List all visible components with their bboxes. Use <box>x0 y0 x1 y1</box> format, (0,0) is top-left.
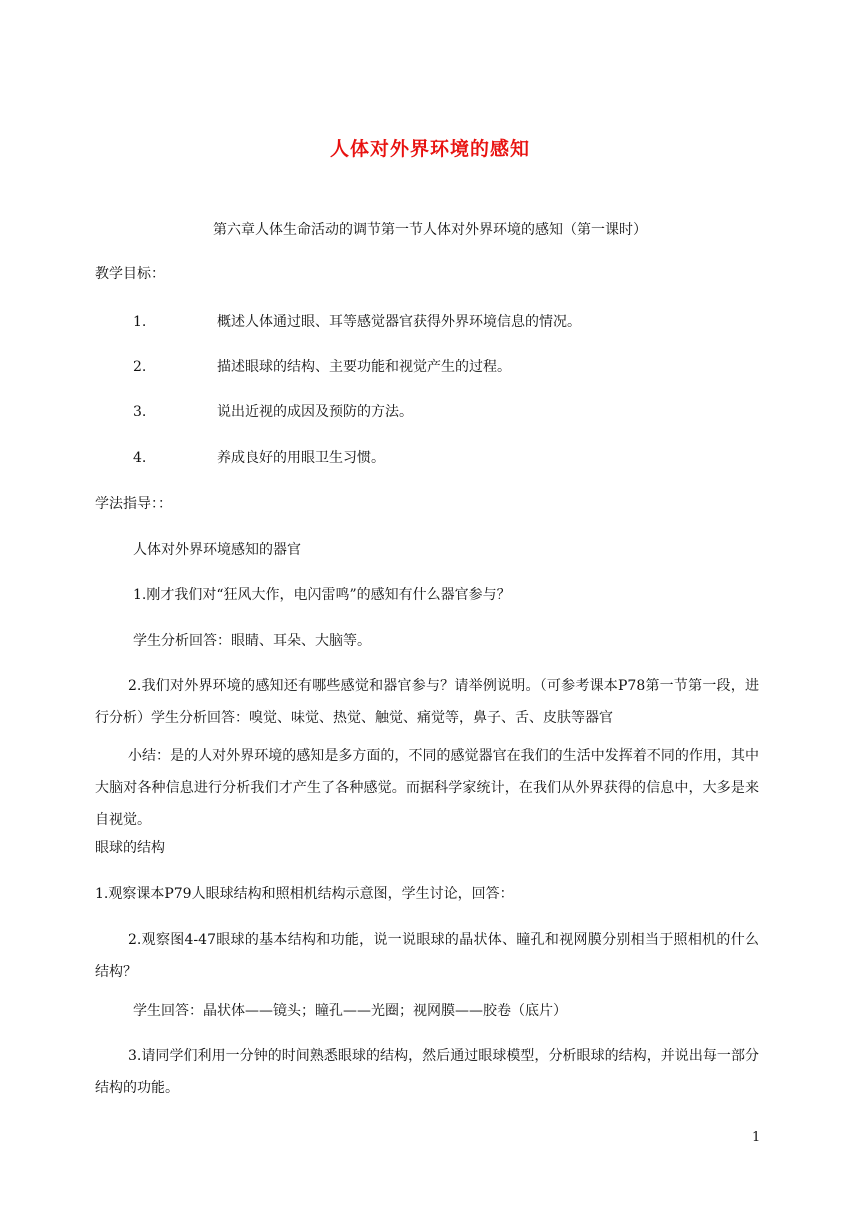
question-5-paragraph: 3.请同学们利用一分钟的时间熟悉眼球的结构，然后通过眼球模型，分析眼球的结构，并说出每一部分结构的功能。 <box>95 1048 759 1096</box>
objective-4-number: 4. <box>133 450 147 466</box>
answer-1: 学生分析回答：眼睛、耳朵、大脑等。 <box>133 633 371 649</box>
method-heading: 学法指导：： <box>95 496 172 512</box>
answer-4: 学生回答：晶状体——镜头；瞳孔——光圈；视网膜——胶卷（底片） <box>133 1003 567 1019</box>
section-heading-eyeball: 眼球的结构 <box>95 840 165 856</box>
page-number: 1 <box>752 1130 761 1145</box>
question-3: 1.观察课本P79人眼球结构和照相机结构示意图，学生讨论，回答： <box>95 886 514 902</box>
objective-2-number: 2. <box>133 359 147 375</box>
question-2-paragraph: 2.我们对外界环境的感知还有哪些感觉和器官参与？请举例说明。（可参考课本P78第一节第一段，进行分析）学生分析回答：嗅觉、味觉、热觉、触觉、痛觉等，鼻子、舌、皮肤等器官 <box>95 678 759 726</box>
question-1: 1.刚才我们对“狂风大作，电闪雷鸣”的感知有什么器官参与？ <box>133 587 511 603</box>
summary-paragraph: 小结：是的人对外界环境的感知是多方面的，不同的感觉器官在我们的生活中发挥着不同的作用，其中大脑对各种信息进行分析我们才产生了各种感觉。而据科学家统计，在我们从外界获得的信息中，大多是来自视觉。 <box>95 748 759 828</box>
objective-2-text: 描述眼球的结构、主要功能和视觉产生的过程。 <box>217 359 511 375</box>
document-title: 人体对外界环境的感知 <box>329 138 530 160</box>
objective-4-text: 养成良好的用眼卫生习惯。 <box>217 450 385 466</box>
objective-1-number: 1. <box>133 314 147 330</box>
objective-1-text: 概述人体通过眼、耳等感觉器官获得外界环境信息的情况。 <box>217 314 581 330</box>
section-heading-organs: 人体对外界环境感知的器官 <box>133 542 301 558</box>
document-subtitle: 第六章人体生命活动的调节第一节人体对外界环境的感知（第一课时） <box>213 222 647 238</box>
objective-3-text: 说出近视的成因及预防的方法。 <box>217 404 413 420</box>
objective-3-number: 3. <box>133 404 147 420</box>
objectives-heading: 教学目标： <box>95 266 165 282</box>
question-4-paragraph: 2.观察图4-47眼球的基本结构和功能，说一说眼球的晶状体、瞳孔和视网膜分别相当于照相机的什么结构？ <box>95 932 759 980</box>
